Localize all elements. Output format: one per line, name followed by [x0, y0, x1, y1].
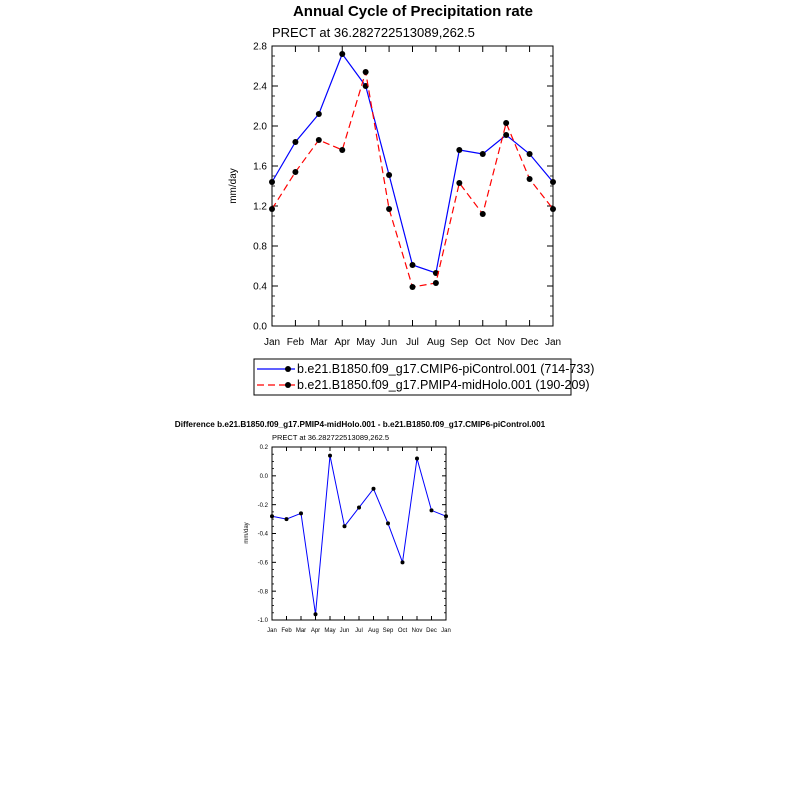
x-tick-label: Feb	[281, 628, 292, 634]
legend-label-midholo: b.e21.B1850.f09_g17.PMIP4-midHolo.001 (190-209)	[297, 378, 590, 392]
data-point	[269, 206, 275, 212]
chart-subtitle: PRECT at 36.282722513089,262.5	[272, 433, 390, 442]
y-tick-label: 1.6	[253, 161, 267, 173]
legend-label-picontrol: b.e21.B1850.f09_g17.CMIP6-piControl.001 (714-733)	[297, 362, 595, 376]
chart-title: Difference b.e21.B1850.f09_g17.PMIP4-midHolo.001 - b.e21.B1850.f09_g17.CMIP6-piControl.001	[174, 420, 546, 429]
x-tick-label: Jan	[263, 337, 281, 348]
data-point	[410, 284, 416, 290]
y-tick-label: -0.8	[257, 589, 268, 596]
y-tick-label: 1.2	[253, 201, 267, 213]
legend-marker-picontrol	[285, 366, 291, 372]
data-point	[480, 211, 486, 217]
series-line-0	[272, 456, 446, 615]
data-point	[415, 457, 419, 461]
data-point	[433, 280, 439, 286]
x-tick-label: Aug	[368, 628, 379, 634]
data-point	[386, 521, 390, 525]
data-point	[343, 524, 347, 528]
x-tick-label: Sep	[382, 628, 394, 634]
x-tick-label: Nov	[411, 628, 423, 634]
annual-cycle-chart	[228, 3, 594, 395]
x-tick-label: Jun	[381, 337, 398, 348]
x-tick-label: Sep	[450, 337, 469, 348]
data-point	[550, 206, 556, 212]
data-point	[456, 180, 462, 186]
chart-title: Annual Cycle of Precipitation rate	[292, 3, 534, 20]
x-tick-label: Apr	[334, 337, 351, 348]
data-point	[480, 151, 486, 157]
data-point	[550, 179, 556, 185]
data-point	[316, 111, 322, 117]
x-tick-label: Jul	[406, 337, 419, 348]
data-point	[316, 137, 322, 143]
data-point	[401, 560, 405, 564]
difference-chart	[175, 420, 546, 634]
data-point	[339, 147, 345, 153]
y-tick-label: -1.0	[257, 618, 268, 625]
data-point	[527, 151, 533, 157]
y-tick-label: 0.8	[253, 241, 267, 253]
y-tick-label: 0.4	[253, 281, 267, 293]
data-point	[285, 517, 289, 521]
x-tick-label: Oct	[397, 628, 408, 634]
y-tick-label: 0.2	[259, 445, 268, 452]
x-tick-label: Jan	[267, 628, 277, 634]
y-tick-label: 0.0	[253, 321, 267, 333]
data-point	[386, 172, 392, 178]
x-tick-label: Aug	[427, 337, 445, 348]
data-point	[269, 179, 275, 185]
y-tick-label: 0.0	[259, 473, 268, 480]
y-tick-label: -0.2	[257, 502, 268, 509]
x-tick-label: Dec	[426, 628, 437, 634]
data-point	[372, 487, 376, 491]
y-axis-label: mm/day	[244, 522, 250, 544]
data-point	[299, 511, 303, 515]
series-line-0	[272, 54, 553, 273]
plot-frame	[272, 447, 446, 620]
data-point	[357, 506, 361, 510]
data-point	[503, 132, 509, 138]
x-tick-label: Feb	[286, 337, 305, 348]
data-point	[456, 147, 462, 153]
data-point	[270, 514, 274, 518]
data-point	[444, 514, 448, 518]
y-tick-label: 2.8	[253, 41, 267, 53]
y-tick-label: -0.4	[257, 531, 268, 538]
legend	[254, 359, 594, 395]
x-tick-label: Oct	[474, 337, 491, 348]
y-tick-label: 2.4	[253, 81, 267, 93]
x-tick-label: May	[356, 337, 376, 348]
data-point	[527, 176, 533, 182]
x-tick-label: Jun	[339, 628, 350, 634]
data-point	[314, 612, 318, 616]
y-tick-label: 2.0	[253, 121, 267, 133]
data-point	[339, 51, 345, 57]
y-tick-label: -0.6	[257, 560, 268, 567]
x-tick-label: Apr	[310, 628, 321, 634]
data-point	[328, 454, 332, 458]
y-axis-label: mm/day	[228, 168, 239, 204]
x-tick-label: Jan	[544, 337, 562, 348]
data-point	[363, 69, 369, 75]
data-point	[410, 262, 416, 268]
data-point	[292, 139, 298, 145]
data-point	[430, 508, 434, 512]
legend-marker-midholo	[285, 382, 291, 388]
data-point	[503, 120, 509, 126]
x-tick-label: Jul	[355, 628, 363, 634]
data-point	[386, 206, 392, 212]
series-line-1	[272, 72, 553, 287]
x-tick-label: Mar	[295, 628, 307, 634]
x-tick-label: Jan	[441, 628, 451, 634]
x-tick-label: Mar	[310, 337, 328, 348]
x-tick-label: May	[324, 628, 336, 634]
x-tick-label: Nov	[497, 337, 516, 348]
data-point	[292, 169, 298, 175]
chart-subtitle: PRECT at 36.282722513089,262.5	[272, 25, 475, 40]
x-tick-label: Dec	[520, 337, 539, 348]
